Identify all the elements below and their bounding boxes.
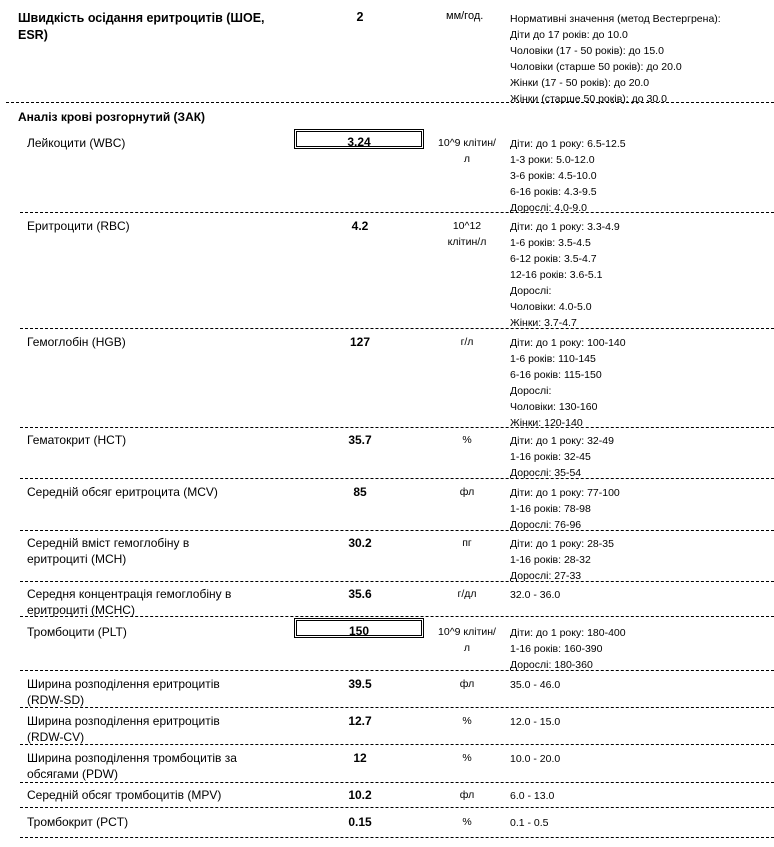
table-row xyxy=(0,676,774,708)
row-divider xyxy=(20,530,774,531)
norm-line: 1-16 років: 78-98 xyxy=(510,503,591,515)
test-unit: % xyxy=(462,816,472,828)
norm-line: Дорослі: 35-54 xyxy=(510,467,582,479)
norm-line: 1-16 років: 28-32 xyxy=(510,554,591,566)
test-value: 12 xyxy=(353,751,367,765)
row-divider xyxy=(20,212,774,213)
norm-line: Діти: до 1 року: 100-140 xyxy=(510,337,626,349)
row-divider xyxy=(20,744,774,745)
reference-values xyxy=(510,335,626,431)
row-divider xyxy=(20,837,774,838)
table-row xyxy=(0,484,774,531)
norm-line: Дорослі: 76-96 xyxy=(510,519,582,531)
test-unit: % xyxy=(462,434,472,446)
test-value: 35.6 xyxy=(348,587,372,601)
esr-norm-line: Нормативні значення (метод Вестергрена): xyxy=(510,13,721,25)
row-divider xyxy=(20,670,774,671)
test-name: Середній обсяг тромбоцитів (MPV) xyxy=(27,788,222,802)
norm-line: 0.1 - 0.5 xyxy=(510,817,549,829)
norm-line: Діти: до 1 року: 28-35 xyxy=(510,538,614,550)
norm-line: 12.0 - 15.0 xyxy=(510,716,561,728)
norm-line: Жінки: 3.7-4.7 xyxy=(510,317,577,329)
flagged-value: 3.24 xyxy=(294,129,424,149)
esr-norm-line: Жінки (старше 50 років): до 30.0 xyxy=(510,93,667,105)
test-name: Тромбоцити (PLT) xyxy=(27,625,127,639)
norm-line: 12-16 років: 3.6-5.1 xyxy=(510,269,603,281)
reference-values xyxy=(510,433,614,481)
test-unit: фл xyxy=(459,678,475,690)
norm-line: Діти: до 1 року: 77-100 xyxy=(510,487,620,499)
esr-test-unit: мм/год. xyxy=(446,10,484,22)
test-name: Лейкоцити (WBC) xyxy=(27,136,126,150)
esr-norm-line: Чоловіки (старше 50 років): до 20.0 xyxy=(510,61,682,73)
reference-values xyxy=(510,815,549,831)
table-row xyxy=(0,787,774,808)
reference-values xyxy=(510,677,560,693)
norm-line: Чоловіки: 4.0-5.0 xyxy=(510,301,592,313)
table-row xyxy=(0,713,774,745)
norm-line: Дорослі: xyxy=(510,285,552,297)
norm-line: Діти: до 1 року: 6.5-12.5 xyxy=(510,138,626,150)
esr-test-name: Швидкість осідання еритроцитів (ШОЕ, ESR) xyxy=(18,11,265,42)
test-value: 35.7 xyxy=(348,433,372,447)
test-unit: % xyxy=(462,715,472,727)
norm-line: 32.0 - 36.0 xyxy=(510,589,561,601)
norm-line: 6.0 - 13.0 xyxy=(510,790,555,802)
table-row xyxy=(0,432,774,479)
esr-reference-values xyxy=(510,11,721,107)
norm-line: 35.0 - 46.0 xyxy=(510,679,561,691)
table-row xyxy=(0,135,774,213)
row-divider xyxy=(20,427,774,428)
test-name: Ширина розподілення еритроцитів (RDW-CV) xyxy=(27,714,220,744)
test-value: 39.5 xyxy=(348,677,372,691)
row-divider xyxy=(20,707,774,708)
row-divider xyxy=(20,478,774,479)
norm-line: 1-3 роки: 5.0-12.0 xyxy=(510,154,595,166)
norm-line: 10.0 - 20.0 xyxy=(510,753,561,765)
test-name: Середня концентрація гемоглобіну в еритроциті (MCHC) xyxy=(27,587,232,617)
test-unit: фл xyxy=(459,486,475,498)
test-unit: пг xyxy=(462,537,472,549)
section-divider xyxy=(6,102,774,103)
test-name: Ширина розподілення еритроцитів (RDW-SD) xyxy=(27,677,220,707)
reference-values xyxy=(510,219,620,331)
test-unit: 10^12 клітин/л xyxy=(447,220,487,248)
norm-line: Дорослі: 27-33 xyxy=(510,570,582,582)
test-unit: фл xyxy=(459,789,475,801)
test-name: Еритроцити (RBC) xyxy=(27,219,130,233)
norm-line: Діти: до 1 року: 32-49 xyxy=(510,435,614,447)
norm-line: Жінки: 120-140 xyxy=(510,417,583,429)
norm-line: Дорослі: 180-360 xyxy=(510,659,593,671)
test-unit: г/л xyxy=(460,336,474,348)
norm-line: 6-12 років: 3.5-4.7 xyxy=(510,253,597,265)
test-value: 0.15 xyxy=(348,815,372,829)
table-row xyxy=(0,624,774,671)
table-row xyxy=(0,334,774,428)
test-name: Середній вміст гемоглобіну в еритроциті (MCH) xyxy=(27,536,190,566)
test-name: Гемоглобін (HGB) xyxy=(27,335,126,349)
norm-line: Діти: до 1 року: 3.3-4.9 xyxy=(510,221,620,233)
test-value: 12.7 xyxy=(348,714,372,728)
test-value: 85 xyxy=(353,485,367,499)
reference-values xyxy=(510,485,620,533)
reference-values xyxy=(510,788,554,804)
reference-values xyxy=(510,536,614,584)
reference-values xyxy=(510,587,560,603)
flagged-value: 150 xyxy=(294,618,424,638)
esr-norm-line: Чоловіки (17 - 50 років): до 15.0 xyxy=(510,45,664,57)
reference-values xyxy=(510,136,626,216)
norm-line: 1-16 років: 32-45 xyxy=(510,451,591,463)
norm-line: Діти: до 1 року: 180-400 xyxy=(510,627,626,639)
esr-norm-line: Жінки (17 - 50 років): до 20.0 xyxy=(510,77,650,89)
test-name: Середній обсяг еритроцита (MCV) xyxy=(27,485,218,499)
test-unit: 10^9 клітин/л xyxy=(438,137,496,165)
reference-values xyxy=(510,751,560,767)
test-value: 10.2 xyxy=(348,788,372,802)
row-divider xyxy=(20,581,774,582)
table-row xyxy=(0,535,774,582)
row-divider xyxy=(20,807,774,808)
norm-line: 1-16 років: 160-390 xyxy=(510,643,603,655)
norm-line: Чоловіки: 130-160 xyxy=(510,401,598,413)
norm-line: Дорослі: xyxy=(510,385,552,397)
test-value: 30.2 xyxy=(348,536,372,550)
test-unit: г/дл xyxy=(457,588,477,600)
section-title: Аналіз крові розгорнутий (ЗАК) xyxy=(18,110,206,124)
table-row xyxy=(0,814,774,838)
test-name: Ширина розподілення тромбоцитів за обсягами (PDW) xyxy=(27,751,237,781)
table-row xyxy=(0,750,774,783)
reference-values xyxy=(510,714,560,730)
norm-line: 3-6 років: 4.5-10.0 xyxy=(510,170,597,182)
table-row xyxy=(0,218,774,329)
norm-line: 6-16 років: 115-150 xyxy=(510,369,602,381)
row-divider xyxy=(20,616,774,617)
test-unit: % xyxy=(462,752,472,764)
row-divider xyxy=(20,328,774,329)
norm-line: 1-6 років: 3.5-4.5 xyxy=(510,237,591,249)
table-row xyxy=(0,586,774,617)
test-value: 127 xyxy=(349,335,371,349)
test-value: 4.2 xyxy=(351,219,369,233)
esr-test-value: 2 xyxy=(356,10,364,24)
test-name: Гематокрит (HCT) xyxy=(27,433,127,447)
norm-line: Дорослі: 4.0-9.0 xyxy=(510,202,587,214)
row-divider xyxy=(20,782,774,783)
test-unit: 10^9 клітин/л xyxy=(438,626,496,654)
test-name: Тромбокрит (PCT) xyxy=(27,815,129,829)
esr-norm-line: Діти до 17 років: до 10.0 xyxy=(510,29,628,41)
reference-values xyxy=(510,625,626,673)
norm-line: 1-6 років: 110-145 xyxy=(510,353,596,365)
norm-line: 6-16 років: 4.3-9.5 xyxy=(510,186,597,198)
